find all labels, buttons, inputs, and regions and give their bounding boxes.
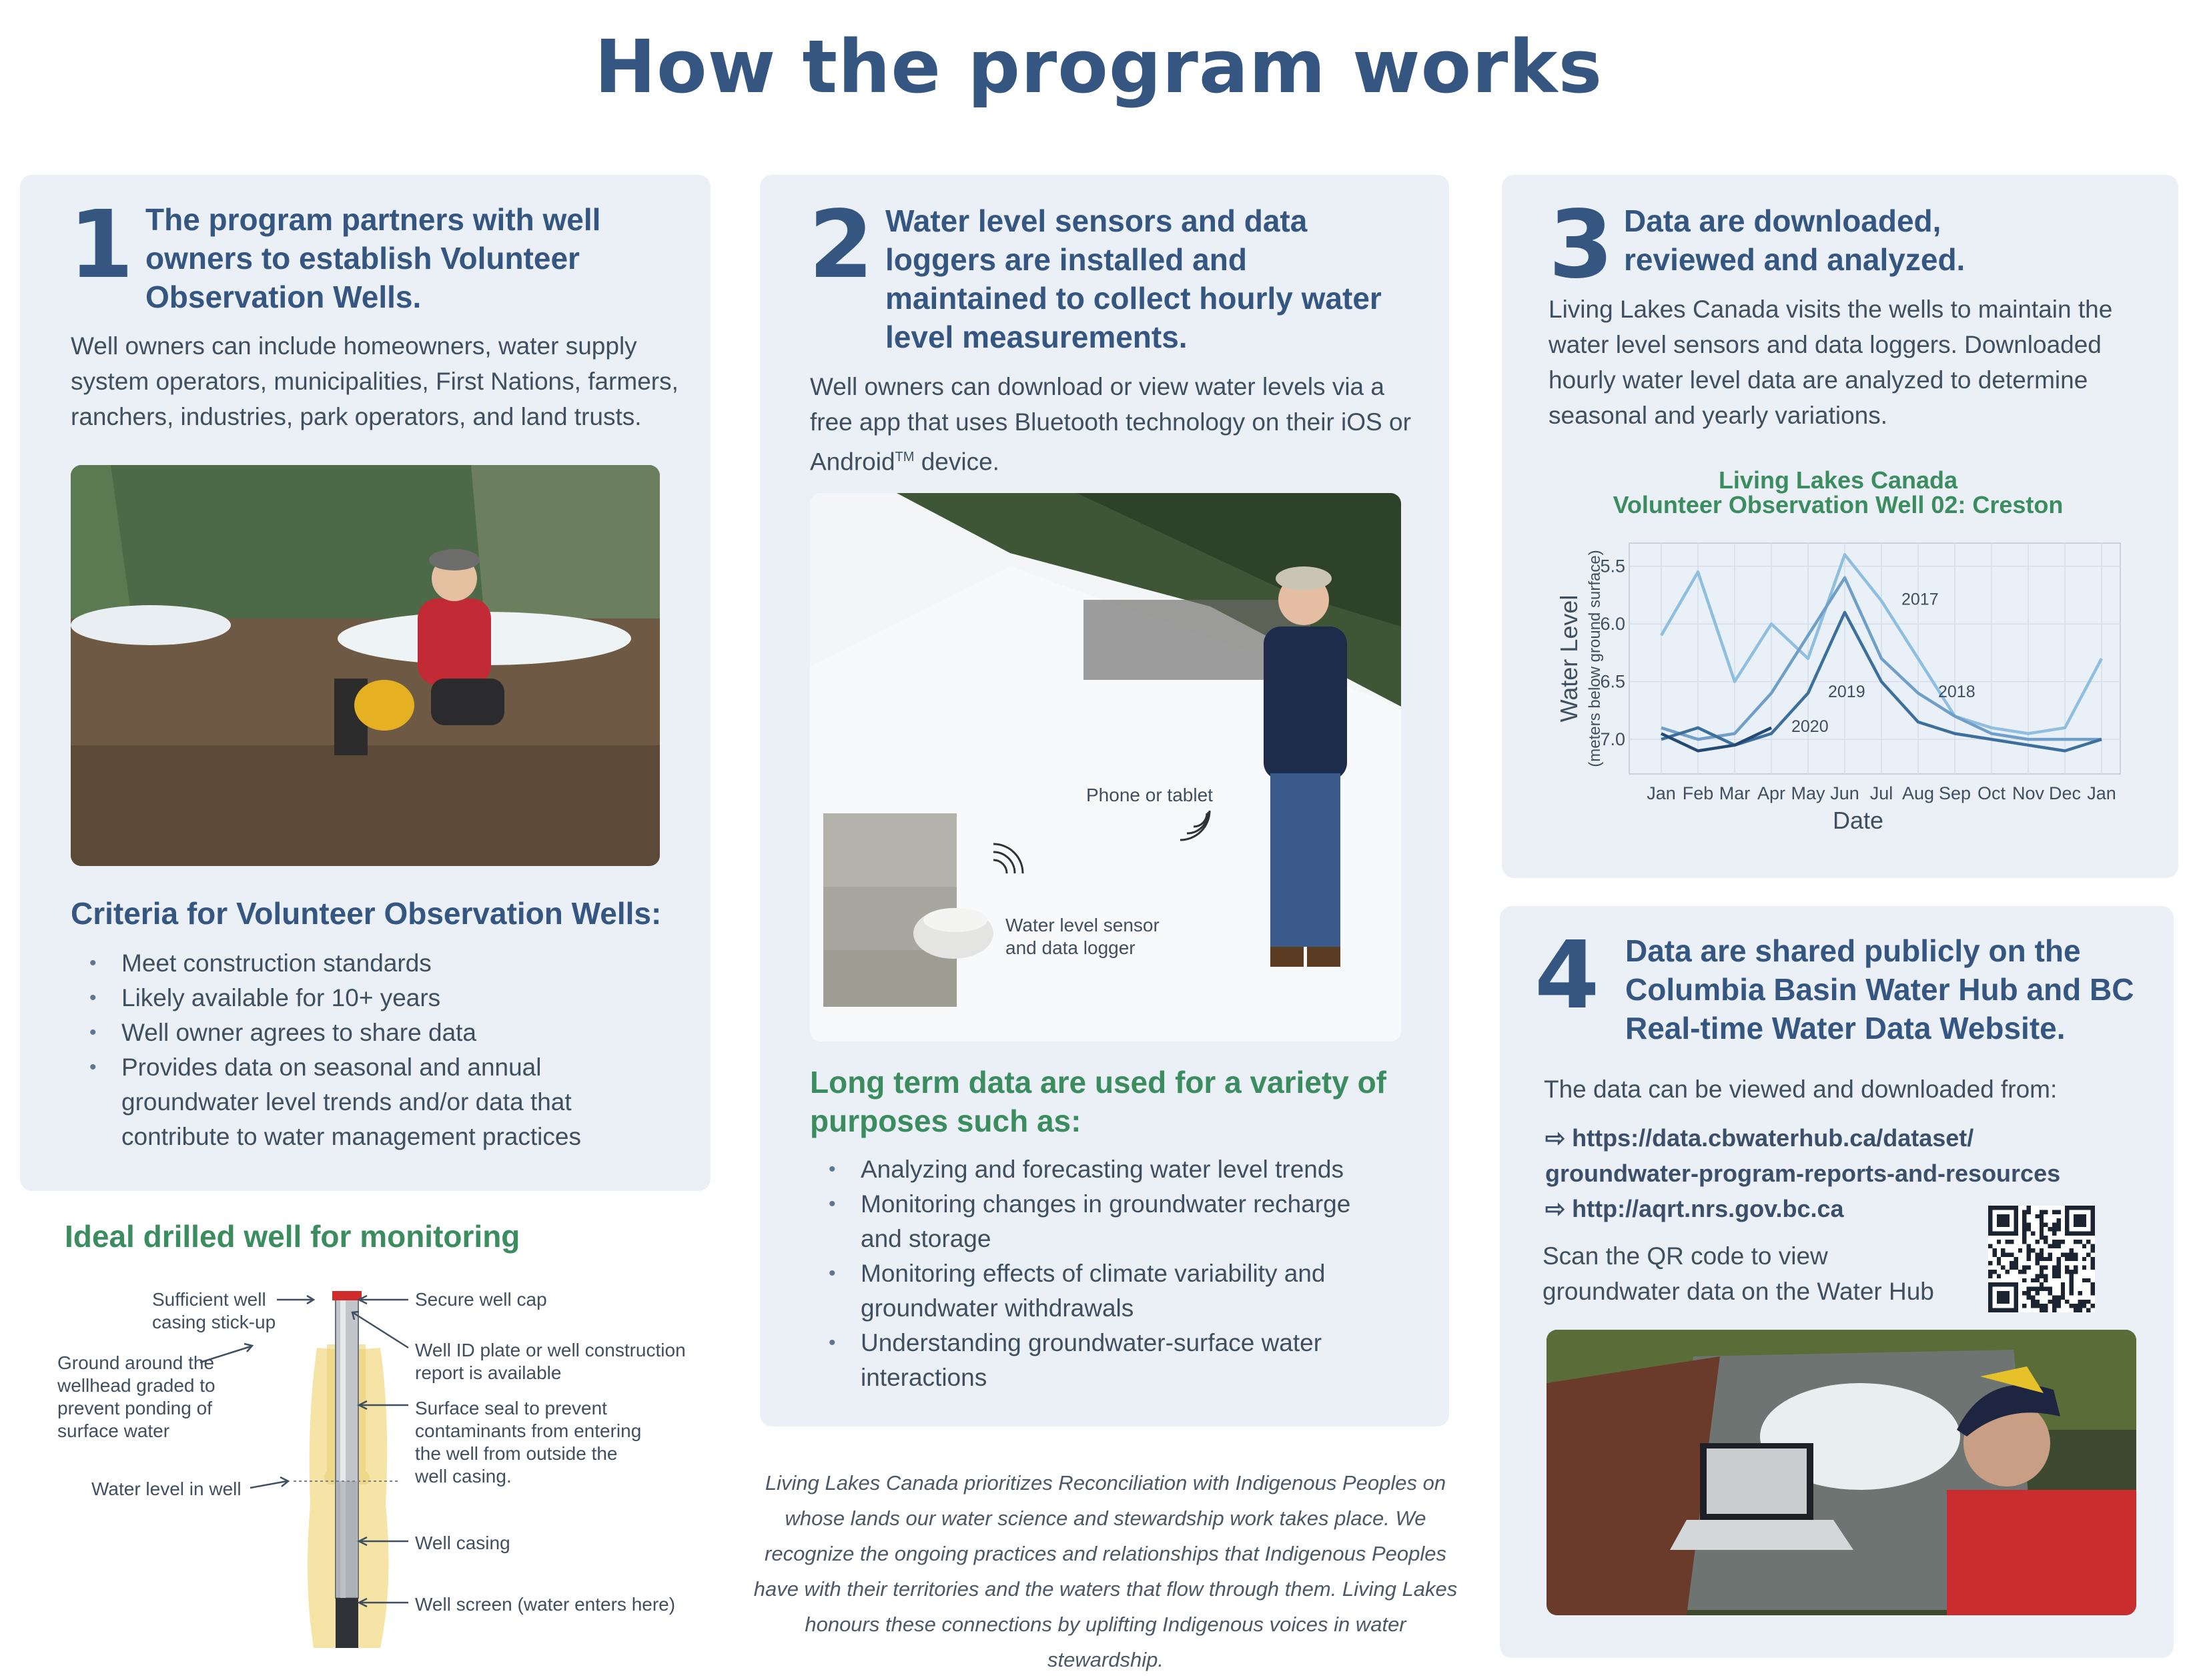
criteria-item: • Likely available for 10+ years (71, 981, 671, 1015)
step-4-number: 4 (1534, 921, 1600, 1030)
step-1-number: 1 (69, 191, 134, 300)
y-tick-label: 7.0 (1600, 729, 1625, 750)
volunteer-photo (71, 465, 660, 866)
y-axis-sublabel: (meters below ground surface) (1586, 550, 1604, 767)
water-hub-link[interactable] (1545, 1120, 2159, 1191)
label-stickup: Sufficient well casing stick-up (152, 1289, 276, 1332)
series-label-2019: 2019 (1828, 682, 1865, 701)
x-tick-label: Jan (2087, 783, 2116, 803)
page-title: How the program works (594, 24, 1603, 109)
x-tick-label: Aug (1901, 783, 1935, 803)
criteria-item: • Meet construction standards (71, 946, 671, 981)
uses-item: • Monitoring changes in groundwater recharge and storage (810, 1187, 1384, 1256)
step-3-text: Living Lakes Canada visits the wells to maintain the water level sensors and data loggers. Downloaded hourly water level data are analyzed to determine seasonal and yearly variations. (1549, 296, 2113, 429)
series-label-2020: 2020 (1791, 717, 1829, 736)
criteria-item: • Provides data on seasonal and annual groundwater level trends and/or data that contribute to water management practices (71, 1050, 671, 1154)
criteria-item: • Well owner agrees to share data (71, 1015, 671, 1050)
x-tick-label: Nov (2012, 783, 2045, 803)
label-casing: Well casing (415, 1533, 510, 1553)
label-ground: Ground around the wellhead graded to prevent ponding of surface water (57, 1352, 215, 1441)
uses-item: • Analyzing and forecasting water level trends (810, 1152, 1384, 1187)
x-tick-label: Jan (1647, 783, 1676, 803)
x-tick-label: Feb (1682, 783, 1714, 803)
label-water-level: Water level in well (91, 1479, 242, 1499)
x-tick-label: May (1791, 783, 1825, 803)
uses-title: Long term data are used for a variety of purposes such as: (810, 1065, 1387, 1138)
step-3-heading: Data are downloaded, reviewed and analyzed. (1624, 203, 1965, 277)
series-label-2017: 2017 (1901, 590, 1939, 609)
water-hub-link-line2[interactable]: groundwater-program-reports-and-resources (1545, 1160, 2061, 1187)
well-label-arrows (0, 1268, 734, 1641)
well-diagram-title: Ideal drilled well for monitoring (65, 1219, 520, 1254)
step-2-text-main: Well owners can download or view water levels via a free app that uses Bluetooth technology on their iOS or Android (810, 373, 1411, 476)
y-tick-label: 6.0 (1600, 614, 1625, 635)
series-label-2018: 2018 (1938, 682, 1975, 701)
chart-title-1: Living Lakes Canada (1718, 466, 1958, 494)
trademark: TM (895, 450, 915, 464)
uses-list (810, 1152, 1384, 1395)
bc-realtime-link[interactable]: ⇨ http://aqrt.nrs.gov.bc.ca (1545, 1195, 1844, 1222)
label-seal: Surface seal to prevent contaminants from entering the well from outside the well casing. (415, 1398, 642, 1487)
step-2-heading: Water level sensors and data loggers are installed and maintained to collect hourly water level measurements. (885, 203, 1382, 354)
x-tick-label: Apr (1757, 783, 1786, 803)
label-cap: Secure well cap (415, 1289, 547, 1310)
x-tick-label: Oct (1977, 783, 2006, 803)
x-tick-label: Jun (1830, 783, 1859, 803)
y-axis-label: Water Level (1555, 594, 1583, 723)
qr-text: Scan the QR code to view groundwater data on the Water Hub (1543, 1242, 1934, 1305)
uses-item: • Understanding groundwater-surface water interactions (810, 1326, 1384, 1395)
x-tick-label: Mar (1719, 783, 1751, 803)
x-tick-label: Jul (1869, 783, 1893, 803)
x-tick-label: Dec (2048, 783, 2082, 803)
phone-label: Phone or tablet (1086, 785, 1213, 805)
sensor-label: Water level sensor and data logger (1005, 915, 1160, 958)
criteria-title: Criteria for Volunteer Observation Wells: (71, 896, 662, 931)
x-axis-label: Date (1832, 807, 1884, 834)
water-hub-link-line1[interactable]: ⇨ https://data.cbwaterhub.ca/dataset/ (1545, 1124, 1974, 1152)
step-4-text: The data can be viewed and downloaded from: (1544, 1076, 2058, 1103)
step-2-text (810, 369, 1424, 479)
step-1-heading: The program partners with well owners to establish Volunteer Observation Wells. (145, 202, 601, 314)
x-tick-label: Sep (1938, 783, 1971, 803)
uses-item: • Monitoring effects of climate variability and groundwater withdrawals (810, 1256, 1384, 1326)
laptop-photo (1547, 1330, 2136, 1615)
label-plate: Well ID plate or well construction report is available (415, 1340, 686, 1383)
step-3-number: 3 (1549, 191, 1614, 300)
step-2-text-end: device. (914, 448, 999, 476)
step-4-heading: Data are shared publicly on the Columbia Basin Water Hub and BC Real-time Water Data Website. (1625, 933, 2134, 1045)
reconciliation-statement: Living Lakes Canada prioritizes Reconciliation with Indigenous Peoples on whose lands our water science and stewardship work takes place. We recognize the ongoing practices and relationships that Indigenous Peoples have with their territories and the waters that flow through them. Living Lakes honours these connections by uplifting Indigenous voices in water stewardship. (753, 1471, 1458, 1671)
y-tick-label: 5.5 (1600, 556, 1625, 576)
water-level-chart (1534, 527, 2142, 841)
step-1-text: Well owners can include homeowners, water supply system operators, municipalities, First Nations, farmers, ranchers, industries, park operators, and land trusts. (71, 332, 679, 430)
step-2-number: 2 (809, 191, 874, 300)
y-tick-label: 6.5 (1600, 671, 1625, 692)
qr-code-icon[interactable] (1988, 1206, 2095, 1312)
chart-title-2: Volunteer Observation Well 02: Creston (1613, 491, 2064, 518)
criteria-list (71, 946, 671, 1154)
label-screen: Well screen (water enters here) (415, 1594, 676, 1615)
